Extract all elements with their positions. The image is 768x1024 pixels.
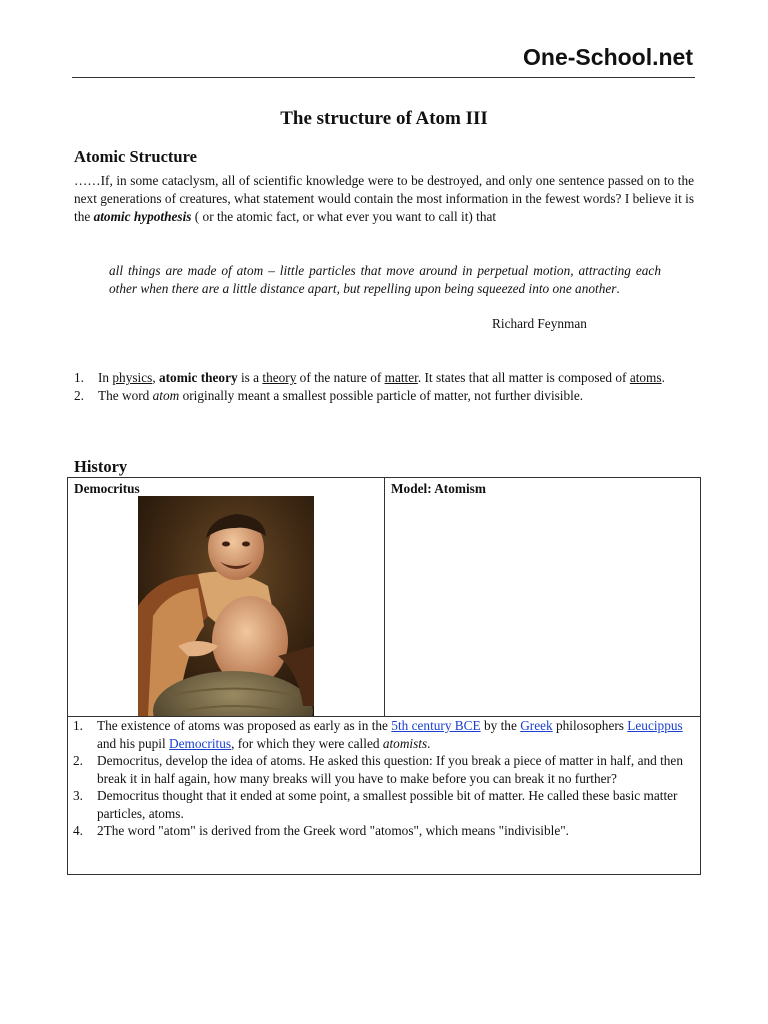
list-number: 1.: [73, 718, 83, 733]
list-item: [73, 752, 693, 787]
atomists-term: atomists: [382, 735, 428, 751]
text-fragment: is a: [237, 370, 263, 385]
text-fragment: by the: [480, 718, 521, 733]
democritus-header: Democritus: [74, 481, 140, 496]
feynman-quote: [109, 262, 661, 298]
text-fragment: of the nature of: [296, 370, 385, 385]
text-fragment: Democritus thought that it ended at some point, a smallest possible bit of matter. He called these basic matter particles, atoms.: [97, 788, 678, 821]
list-number: 1.: [74, 370, 84, 385]
list-number: 2.: [74, 387, 84, 403]
leucippus-link[interactable]: Leucippus: [627, 718, 683, 733]
list-item: [73, 787, 693, 822]
page-title: The structure of Atom III: [280, 108, 488, 129]
matter-link[interactable]: matter: [384, 370, 418, 385]
quote-text: all things are made of atom – little particles that move around in perpetual motion, attracting each other when there are a little distance apart, but repelling upon being squeezed into one another: [109, 263, 661, 296]
text-fragment: and his pupil: [97, 735, 170, 751]
intro-text-after: ( or the atomic fact, or what ever you want to call it) that: [191, 209, 497, 224]
list-number: 4.: [73, 823, 83, 838]
quote-end: .: [616, 281, 620, 296]
text-fragment: 2The word "atom" is derived from the Greek word "atomos", which means "indivisible".: [97, 823, 570, 838]
democritus-cell: [68, 478, 385, 716]
history-notes-cell: [68, 716, 700, 874]
text-fragment: The word: [98, 387, 153, 403]
text-fragment: .: [661, 370, 665, 385]
theory-link[interactable]: theory: [262, 370, 297, 385]
physics-link[interactable]: physics: [112, 370, 153, 385]
history-table: [67, 477, 701, 875]
text-fragment: .: [427, 735, 431, 751]
text-fragment: philosophers: [552, 718, 628, 733]
section-heading-history: History: [74, 457, 128, 476]
text-fragment: , for which they were called: [231, 735, 383, 751]
greek-link[interactable]: Greek: [520, 718, 553, 733]
section-heading-atomic-structure: Atomic Structure: [74, 147, 197, 166]
atomic-hypothesis-emphasis: atomic hypothesis: [93, 209, 192, 224]
text-fragment: originally meant a smallest possible particle of matter, not further divisible.: [179, 387, 584, 403]
atom-term: atom: [152, 387, 180, 403]
text-fragment: . It states that all matter is composed of: [417, 370, 630, 385]
header-rule: [72, 77, 695, 78]
list-number: 3.: [73, 788, 83, 803]
democritus-link[interactable]: Democritus: [169, 735, 232, 751]
list-item: [73, 717, 693, 752]
5th-century-bce-link[interactable]: 5th century BCE: [391, 718, 481, 733]
model-header: Model: Atomism: [391, 481, 486, 496]
atomic-theory-term: atomic theory: [158, 370, 238, 385]
quote-author: Richard Feynman: [492, 316, 587, 331]
model-cell: [385, 478, 700, 716]
intro-paragraph: [74, 172, 694, 226]
text-fragment: Democritus, develop the idea of atoms. He asked this question: If you break a piece of matter in half, and then break it in half again, how many breaks will you have to make before you can break it no further?: [97, 753, 683, 786]
definitions-list: [74, 369, 694, 404]
list-item: [74, 387, 694, 405]
history-list: [73, 717, 693, 840]
text-fragment: In: [98, 370, 113, 385]
intro-text-before: ……If, in some cataclysm, all of scientific knowledge were to be destroyed, and only one sentence passed on to the next generations of creatures, what statement would contain the most information in the fewest words? I believe it is the: [74, 173, 694, 224]
list-item: [74, 369, 694, 387]
list-number: 2.: [73, 753, 83, 768]
text-fragment: ,: [152, 370, 159, 385]
text-fragment: The existence of atoms was proposed as early as in the: [97, 718, 392, 733]
democritus-portrait: [138, 496, 314, 716]
atoms-link[interactable]: atoms: [629, 370, 662, 385]
list-item: [73, 822, 693, 840]
site-brand: One-School.net: [523, 44, 693, 70]
